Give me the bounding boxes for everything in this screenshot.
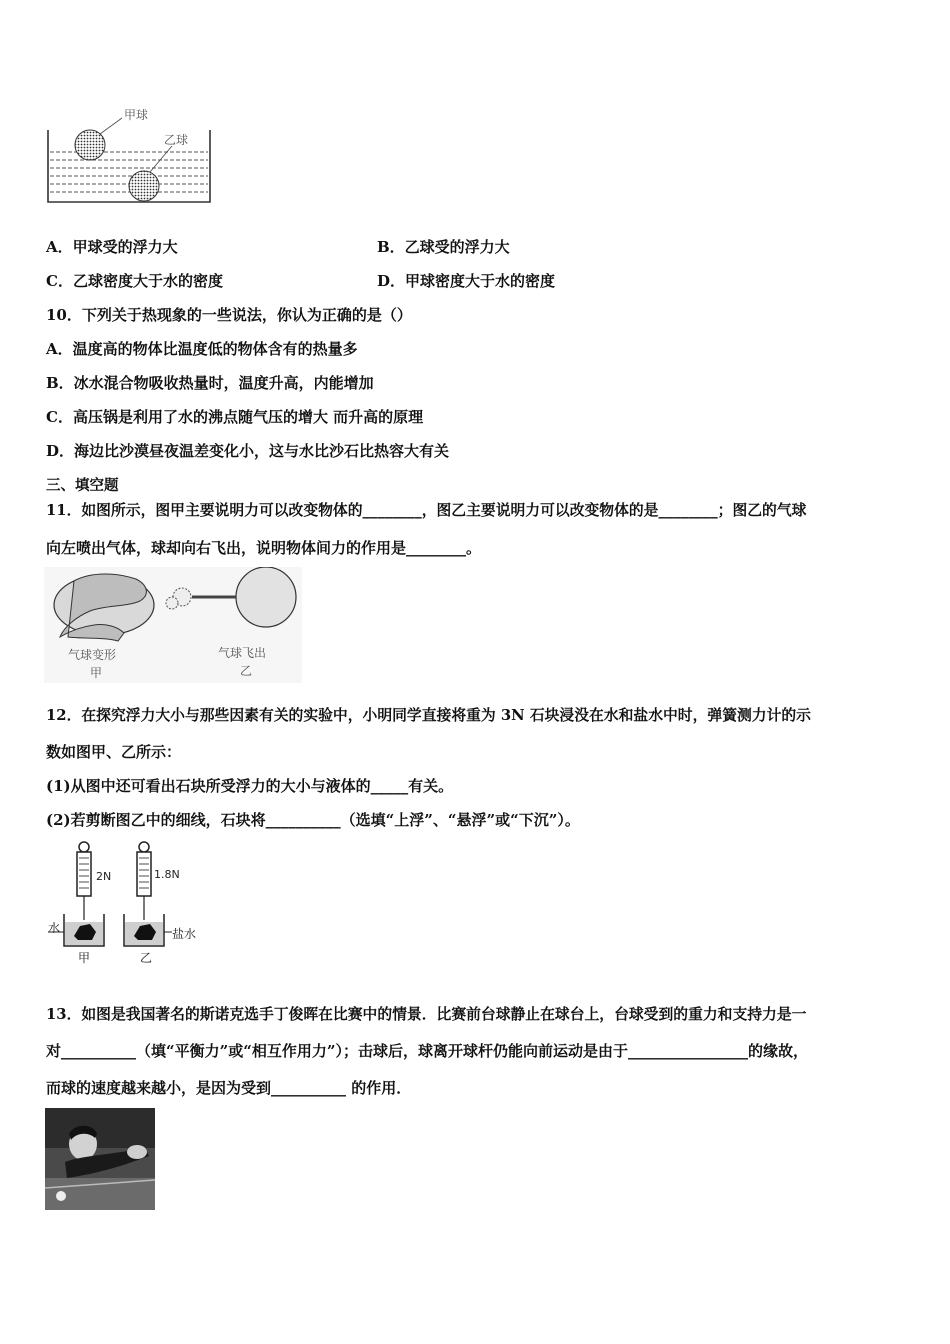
label-water: 水 bbox=[48, 921, 61, 935]
q11-line1: 11．如图所示，图甲主要说明力可以改变物体的________，图乙主要说明力可以改变物体的是________；图乙的气球 bbox=[46, 502, 807, 519]
label-yi-ball: 乙球 bbox=[164, 133, 189, 147]
ball-yi bbox=[129, 171, 159, 201]
q12-spring-scale-figure bbox=[44, 840, 206, 966]
q10-option-d: D．海边比沙漠昼夜温差变化小，这与水比沙石比热容大有关 bbox=[46, 442, 450, 460]
q10-option-a: A．温度高的物体比温度低的物体含有的热量多 bbox=[46, 340, 358, 358]
caption-jia-2: 甲 bbox=[90, 666, 103, 680]
q13-line2: 对__________（填“平衡力”或“相互作用力”）；击球后，球离开球杆仍能向前运动是由于________________的缘故， bbox=[46, 1042, 809, 1060]
section-title: 三、填空题 bbox=[46, 477, 119, 494]
q13-line3: 而球的速度越来越小，是因为受到__________ 的作用． bbox=[46, 1079, 412, 1097]
caption-yi-2: 乙 bbox=[240, 664, 253, 678]
label-jia: 甲 bbox=[78, 951, 91, 965]
q13-line1: 13．如图是我国著名的斯诺克选手丁俊晖在比赛中的情景．比赛前台球静止在球台上，台球受到的重力和支持力是一 bbox=[46, 1006, 807, 1023]
label-yi: 乙 bbox=[140, 951, 153, 965]
q12-sub1: (1)从图中还可看出石块所受浮力的大小与液体的_____有关。 bbox=[46, 777, 454, 795]
reading-jia: 2N bbox=[96, 870, 112, 883]
snooker-ball bbox=[56, 1191, 66, 1201]
q12-line2: 数如图甲、乙所示： bbox=[46, 743, 182, 761]
q11-balloon-figure bbox=[44, 567, 302, 683]
caption-jia-1: 气球变形 bbox=[68, 648, 117, 662]
q12-sub2: (2)若剪断图乙中的细线，石块将__________（选填“上浮”、“悬浮”或“下沉”）。 bbox=[46, 811, 580, 829]
q9-beaker-figure bbox=[44, 104, 216, 208]
q10-stem: 10．下列关于热现象的一些说法，你认为正确的是（） bbox=[46, 306, 412, 324]
q10-option-c: C．高压锅是利用了水的沸点随气压的增大 而升高的原理 bbox=[46, 408, 424, 426]
q13-snooker-photo bbox=[45, 1108, 155, 1210]
label-jia-ball: 甲球 bbox=[124, 108, 149, 122]
balloon-flying bbox=[236, 567, 296, 627]
q9-option-d: D．甲球密度大于水的密度 bbox=[377, 272, 556, 290]
label-brine: 盐水 bbox=[172, 927, 197, 941]
q9-option-b: B．乙球受的浮力大 bbox=[377, 238, 510, 256]
q11-line2: 向左喷出气体，球却向右飞出，说明物体间力的作用是________。 bbox=[46, 539, 482, 557]
q9-option-c: C．乙球密度大于水的密度 bbox=[46, 272, 223, 290]
ball-jia bbox=[75, 130, 105, 160]
caption-yi-1: 气球飞出 bbox=[218, 646, 267, 660]
q9-option-a: A．甲球受的浮力大 bbox=[46, 238, 178, 256]
q10-option-b: B．冰水混合物吸收热量时，温度升高，内能增加 bbox=[46, 374, 374, 392]
reading-yi: 1.8N bbox=[154, 868, 180, 881]
q12-line1: 12．在探究浮力大小与那些因素有关的实验中，小明同学直接将重为 3N 石块浸没在水和盐水中时，弹簧测力计的示 bbox=[46, 707, 811, 724]
